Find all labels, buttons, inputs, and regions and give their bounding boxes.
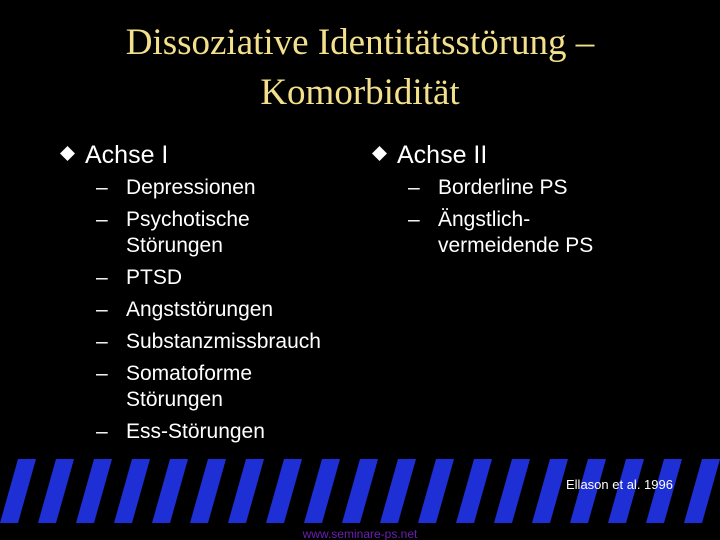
diamond-bullet-icon (372, 146, 387, 161)
website-link[interactable]: www.seminare-ps.net (302, 527, 418, 540)
list-item: – Angststörungen (96, 298, 274, 321)
right-column-list (408, 175, 648, 265)
left-column-heading (60, 143, 168, 168)
slide-title-line-1: Dissoziative Identitätsstörung – (125, 22, 595, 63)
list-item: – Psychotische Störungen (96, 208, 250, 257)
left-column-heading-label: Achse I (85, 141, 169, 169)
right-column-heading (372, 143, 487, 168)
list-item: – Borderline PS (408, 176, 568, 199)
list-item: – Ängstlich-vermeidende PS (408, 208, 594, 257)
list-item: – PTSD (96, 266, 183, 289)
left-column-list (96, 175, 366, 451)
list-item: – Somatoforme Störungen (96, 362, 253, 411)
list-item: – Depressionen (96, 176, 256, 199)
slide-title-line-2: Komorbidität (260, 72, 460, 113)
list-item: – Ess-Störungen (96, 420, 265, 443)
citation-credit: Ellason et al. 1996 (566, 477, 673, 492)
diamond-bullet-icon (60, 146, 75, 161)
right-column-heading-label: Achse II (397, 141, 488, 169)
list-item: – Substanzmissbrauch (96, 330, 321, 353)
